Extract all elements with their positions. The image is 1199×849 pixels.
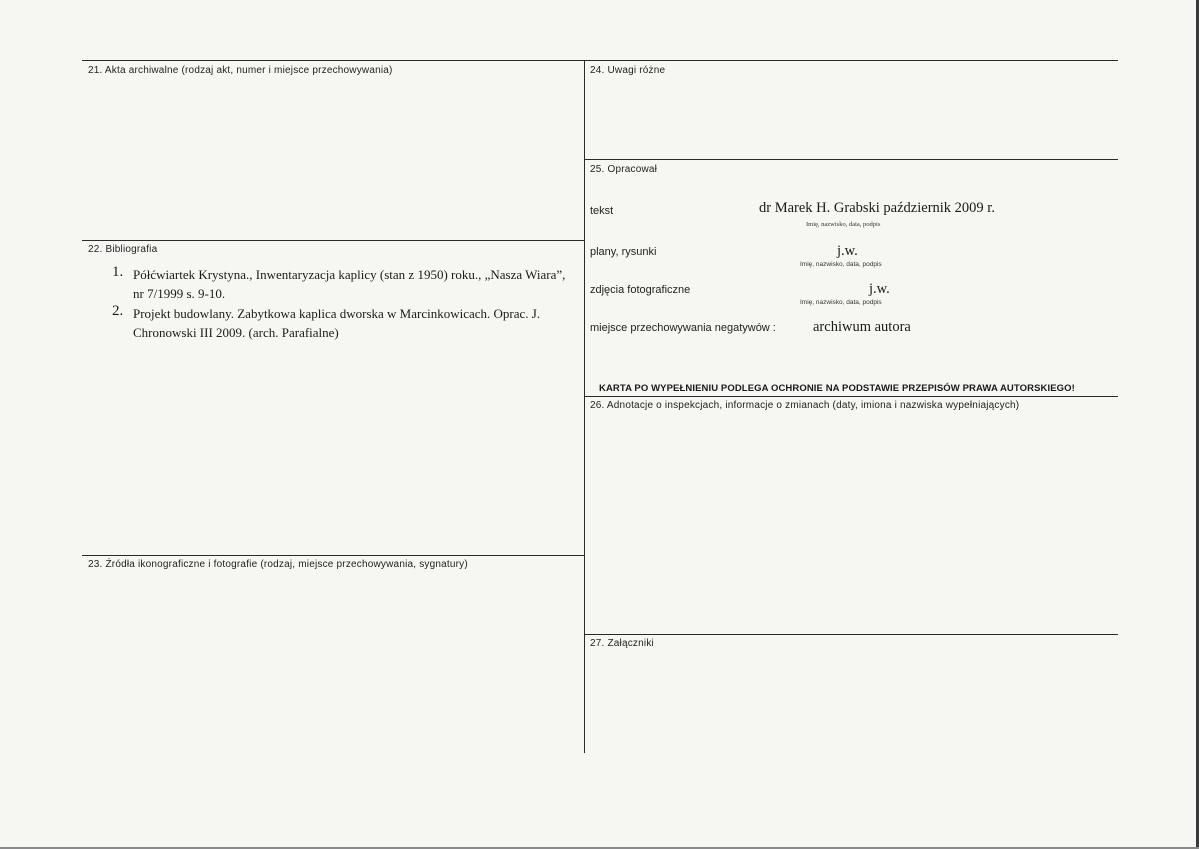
- section-21-label: 21. Akta archiwalne (rodzaj akt, numer i miejsce przechowywania): [88, 65, 393, 76]
- zdjecia-value: j.w.: [869, 281, 890, 297]
- section-26-label: 26. Adnotacje o inspekcjach, informacje o zmianach (daty, imiona i nazwiska wypełniających): [590, 400, 1020, 411]
- bibliography-item-text: Projekt budowlany. Zabytkowa kaplica dworska w Marcinkowicach. Oprac. J. Chronowski III 2009. (arch. Parafialne): [133, 306, 541, 340]
- rule-25: [584, 159, 1118, 160]
- copyright-notice: KARTA PO WYPEŁNIENIU PODLEGA OCHRONIE NA PODSTAWIE PRZEPISÓW PRAWA AUTORSKIEGO!: [599, 383, 1075, 394]
- section-25-label: 25. Opracował: [590, 164, 658, 175]
- tekst-label: tekst: [590, 205, 614, 217]
- column-divider: [584, 60, 585, 753]
- bibliography-item-text: Półćwiartek Krystyna., Inwentaryzacja kaplicy (stan z 1950) roku., „Nasza Wiara”, nr 7/1999 s. 9-10.: [133, 267, 566, 301]
- rule-22: [82, 240, 584, 241]
- rule-26: [584, 396, 1118, 397]
- tekst-caption: Imię, nazwisko, data, podpis: [806, 221, 881, 228]
- negatywy-label: miejsce przechowywania negatywów :: [590, 322, 776, 334]
- section-22-label: 22. Bibliografia: [88, 244, 158, 255]
- section-23-label: 23. Źródła ikonograficzne i fotografie (rodzaj, miejsce przechowywania, sygnatury): [88, 559, 468, 570]
- section-24-label: 24. Uwagi różne: [590, 65, 666, 76]
- rule-23: [82, 555, 584, 556]
- rule-27: [584, 634, 1118, 635]
- zdjecia-label: zdjęcia fotograficzne: [590, 284, 691, 296]
- plany-label: plany, rysunki: [590, 246, 657, 258]
- section-27-label: 27. Załączniki: [590, 638, 654, 649]
- tekst-value: dr Marek H. Grabski październik 2009 r.: [759, 200, 995, 216]
- bibliography-item-number: 1.: [112, 264, 124, 280]
- plany-value: j.w.: [837, 243, 858, 259]
- top-rule: [82, 60, 1118, 61]
- plany-caption: Imię, nazwisko, data, podpis: [800, 261, 882, 268]
- bibliography-item-number: 2.: [112, 303, 124, 319]
- zdjecia-caption: Imię, nazwisko, data, podpis: [800, 299, 882, 306]
- negatywy-value: archiwum autora: [813, 319, 911, 335]
